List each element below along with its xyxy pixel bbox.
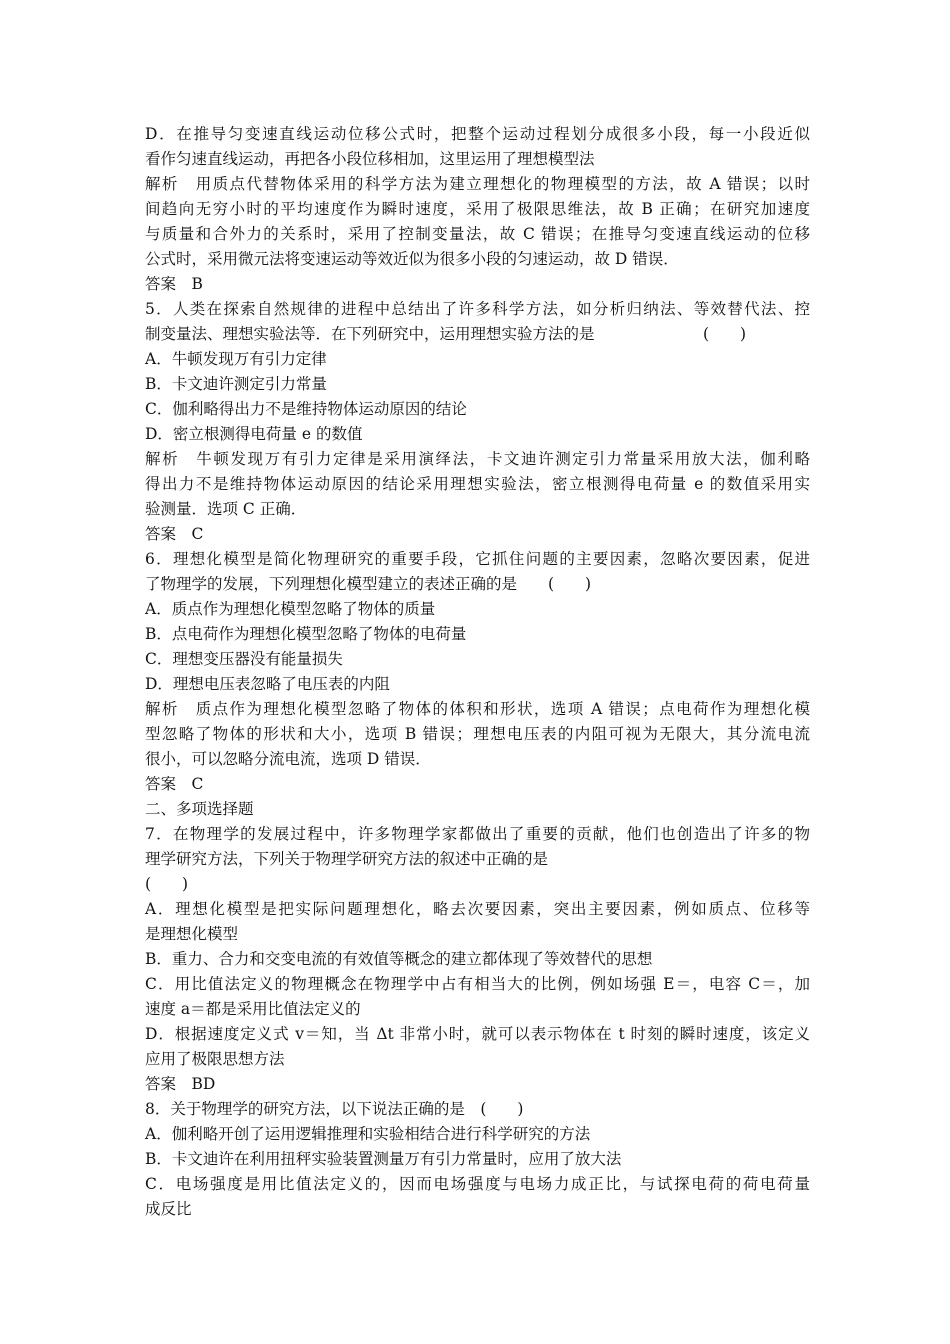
text-line: 解析 质点作为理想化模型忽略了物体的体积和形状，选项 A 错误；点电荷作为理想化模: [145, 700, 810, 718]
text-line: 间趋向无穷小时的平均速度作为瞬时速度，采用了极限思维法，故 B 正确；在研究加速度: [145, 200, 810, 218]
text-line: 型忽略了物体的形状和大小，选项 B 错误；理想电压表的内阻可视为无限大，其分流电流: [145, 725, 810, 743]
text-line: 6．理想化模型是简化物理研究的重要手段，它抓住问题的主要因素，忽略次要因素，促进: [145, 550, 810, 568]
text-line: B．卡文迪许在利用扭秤实验装置测量万有引力常量时，应用了放大法: [145, 1150, 622, 1168]
text-line: A．质点作为理想化模型忽略了物体的质量: [145, 600, 436, 618]
text-line: D．理想电压表忽略了电压表的内阻: [145, 675, 390, 693]
text-line: ( ): [145, 875, 189, 893]
text-line: B．重力、合力和交变电流的有效值等概念的建立都体现了等效替代的思想: [145, 950, 653, 968]
text-line: 速度 a＝都是采用比值法定义的: [145, 1000, 361, 1018]
text-line: 7．在物理学的发展过程中，许多物理学家都做出了重要的贡献，他们也创造出了许多的物: [145, 825, 810, 843]
text-line: 应用了极限思想方法: [145, 1050, 285, 1068]
text-line: 看作匀速直线运动，再把各小段位移相加，这里运用了理想模型法: [145, 150, 595, 168]
text-line: 得出力不是维持物体运动原因的结论采用理想实验法，密立根测得电荷量 e 的数值采用实: [145, 475, 810, 493]
text-line: 是理想化模型: [145, 925, 239, 943]
text-line: 制变量法、理想实验法等．在下列研究中，运用理想实验方法的是 ( ): [145, 325, 747, 343]
text-line: 答案 C: [145, 775, 204, 793]
text-line: 很小，可以忽略分流电流，选项 D 错误．: [145, 750, 431, 768]
text-line: A．理想化模型是把实际问题理想化，略去次要因素，突出主要因素，例如质点、位移等: [145, 900, 810, 918]
text-line: 成反比: [145, 1200, 192, 1218]
text-line: A．牛顿发现万有引力定律: [145, 350, 327, 368]
text-line: D．密立根测得电荷量 e 的数值: [145, 425, 363, 443]
text-line: C．理想变压器没有能量损失: [145, 650, 343, 668]
text-line: C．用比值法定义的物理概念在物理学中占有相当大的比例，例如场强 E＝，电容 C＝，加: [145, 975, 810, 993]
text-line: D．在推导匀变速直线运动位移公式时，把整个运动过程划分成很多小段，每一小段近似: [145, 125, 810, 143]
text-line: 验测量．选项 C 正确．: [145, 500, 307, 518]
text-line: B．卡文迪许测定引力常量: [145, 375, 327, 393]
text-line: 解析 牛顿发现万有引力定律是采用演绎法，卡文迪许测定引力常量采用放大法，伽利略: [145, 450, 810, 468]
text-line: 理学研究方法，下列关于物理学研究方法的叙述中正确的是: [145, 850, 549, 868]
text-line: 与质量和合外力的关系时，采用了控制变量法，故 C 错误；在推导匀变速直线运动的位移: [145, 225, 810, 243]
text-line: C．伽利略得出力不是维持物体运动原因的结论: [145, 400, 467, 418]
text-line: 5．人类在探索自然规律的进程中总结出了许多科学方法，如分析归纳法、等效替代法、控: [145, 300, 810, 318]
text-line: 8．关于物理学的研究方法，以下说法正确的是 ( ): [145, 1100, 524, 1118]
text-line: B．点电荷作为理想化模型忽略了物体的电荷量: [145, 625, 467, 643]
text-line: 答案 BD: [145, 1075, 216, 1093]
text-line: 公式时，采用微元法将变速运动等效近似为很多小段的匀速运动，故 D 错误．: [145, 250, 679, 268]
text-line: 解析 用质点代替物体采用的科学方法为建立理想化的物理模型的方法，故 A 错误；以时: [145, 175, 810, 193]
text-line: C．电场强度是用比值法定义的，因而电场强度与电场力成正比，与试探电荷的荷电荷量: [145, 1175, 810, 1193]
text-line: A．伽利略开创了运用逻辑推理和实验相结合进行科学研究的方法: [145, 1125, 591, 1143]
document-page: [145, 122, 810, 1222]
text-line: 答案 C: [145, 525, 204, 543]
text-line: 答案 B: [145, 275, 203, 293]
text-line: 了物理学的发展，下列理想化模型建立的表述正确的是 ( ): [145, 575, 592, 593]
text-line: D．根据速度定义式 v＝知，当 Δt 非常小时，就可以表示物体在 t 时刻的瞬时速度，该定义: [145, 1025, 810, 1043]
text-line: 二、多项选择题: [145, 800, 254, 818]
